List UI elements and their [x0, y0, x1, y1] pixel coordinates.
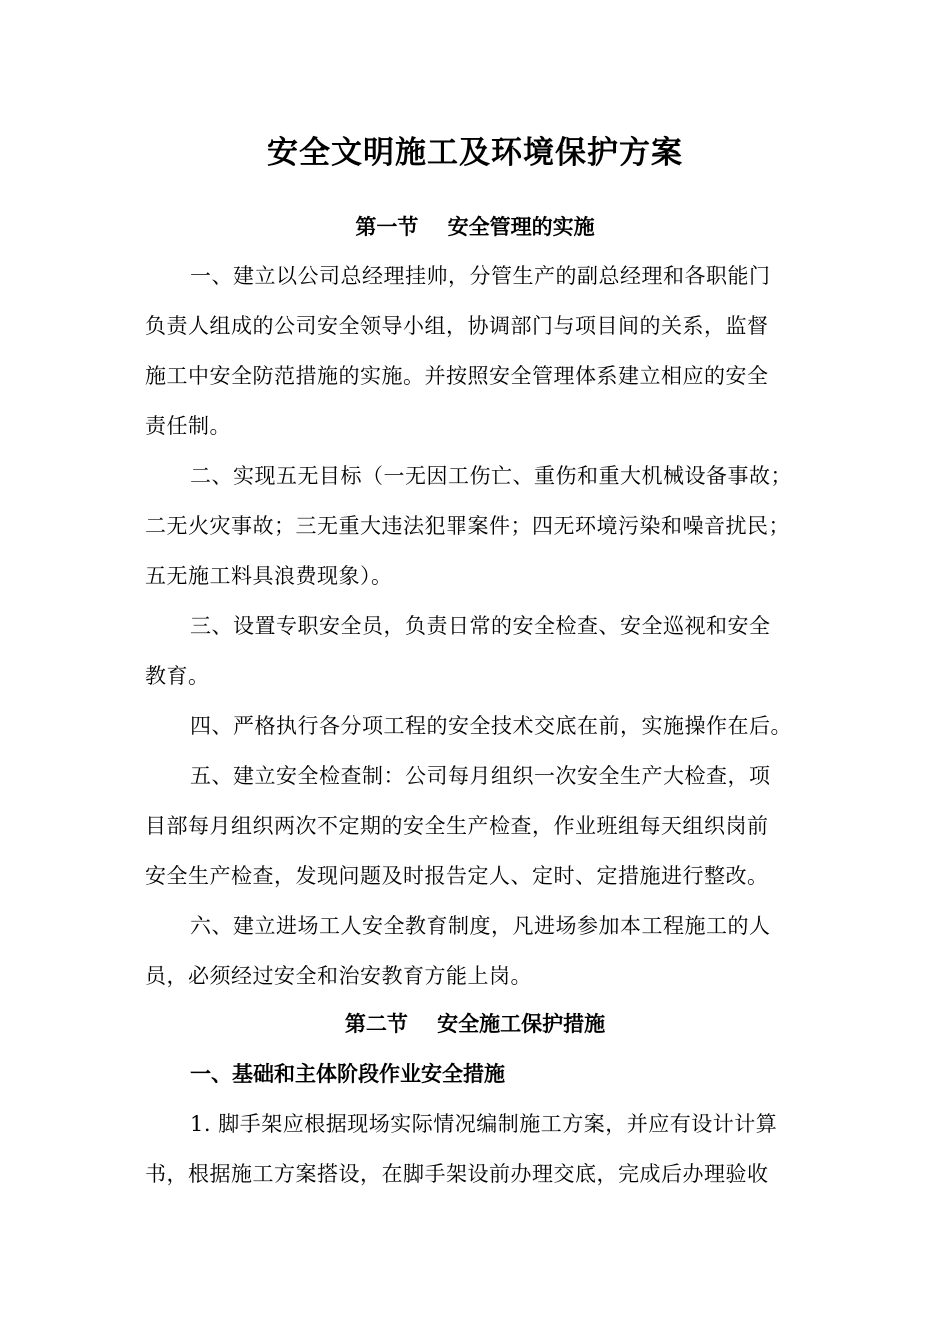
paragraph-line: 1. 脚手架应根据现场实际情况编制施工方案，并应有设计计算 [190, 1112, 778, 1136]
paragraph-line: 员，必须经过安全和治安教育方能上岗。 [145, 964, 532, 988]
paragraph-line: 二无火灾事故；三无重大违法犯罪案件；四无环境污染和噪音扰民； [145, 514, 790, 538]
paragraph-line: 五无施工料具浪费现象）。 [145, 564, 393, 588]
paragraph-line: 六、建立进场工人安全教育制度，凡进场参加本工程施工的人 [190, 914, 771, 938]
paragraph-line: 安全生产检查，发现问题及时报告定人、定时、定措施进行整改。 [145, 864, 769, 888]
paragraph-line: 负责人组成的公司安全领导小组，协调部门与项目间的关系，监督 [145, 314, 769, 338]
paragraph-line: 书，根据施工方案搭设，在脚手架设前办理交底，完成后办理验收 [145, 1162, 769, 1186]
section-1-heading: 第一节 安全管理的实施 [355, 214, 595, 239]
paragraph-line: 施工中安全防范措施的实施。并按照安全管理体系建立相应的安全 [145, 364, 769, 388]
paragraph-line: 四、严格执行各分项工程的安全技术交底在前，实施操作在后。 [190, 714, 792, 738]
document-title: 安全文明施工及环境保护方案 [267, 135, 683, 171]
subsection-heading: 一、基础和主体阶段作业安全措施 [190, 1061, 505, 1086]
section-2-heading: 第二节 安全施工保护措施 [344, 1011, 606, 1036]
paragraph-line: 教育。 [145, 664, 210, 688]
paragraph-line: 五、建立安全检查制：公司每月组织一次安全生产大检查，项 [190, 764, 771, 788]
paragraph-line: 责任制。 [145, 414, 231, 438]
paragraph-line: 三、设置专职安全员，负责日常的安全检查、安全巡视和安全 [190, 614, 771, 638]
paragraph-line: 二、实现五无目标（一无因工伤亡、重伤和重大机械设备事故； [190, 464, 792, 488]
paragraph-line: 目部每月组织两次不定期的安全生产检查，作业班组每天组织岗前 [145, 814, 769, 838]
paragraph-line: 一、建立以公司总经理挂帅，分管生产的副总经理和各职能门 [190, 264, 771, 288]
